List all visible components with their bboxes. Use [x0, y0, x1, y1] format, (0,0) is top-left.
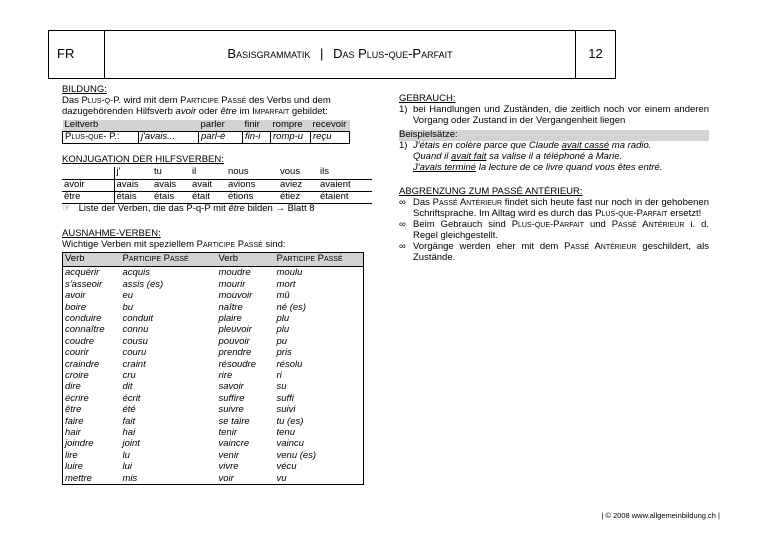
verb-row: [63, 427, 364, 438]
infinity-bullet-icon: ∞: [399, 197, 406, 209]
verb-row: [63, 461, 364, 472]
konjugation-row-avoir: avoir avais avais avait avions aviez avaient: [62, 179, 372, 191]
examples-list: 1) J'étais en colère parce que Claude avait cassé ma radio. Quand il avait fait sa valise il a téléphoné à Marie. J'avais terminé la lecture de ce livre quand vous êtes entré.: [399, 139, 663, 173]
verb-cell: vivre: [218, 461, 239, 473]
verb-cell: prendre: [218, 347, 252, 359]
konjugation-note: ☞ Liste der Verben, die das P-q-P mit être bilden → Blatt 8: [62, 202, 315, 214]
example-1: J'étais en colère parce que Claude avait cassé ma radio.: [413, 139, 652, 151]
participe-cell: hai: [122, 427, 136, 439]
infinity-bullet-icon: ∞: [399, 219, 406, 231]
verb-cell: moudre: [218, 267, 251, 279]
participe-cell: mort: [276, 278, 296, 290]
bildung-text: Das Plus-q-P. wird mit dem Participe Passé des Verbs und dem dazugehörenden Hilfsverb avoir oder être im Imparfait gebildet:: [62, 94, 331, 117]
verb-row: [63, 302, 364, 313]
verb-cell: écrire: [65, 392, 89, 404]
exception-verbs-table: [62, 252, 364, 485]
bildung-table-row: Plus-que- P.: j'avais... parl-é fin-i romp-u reçu: [63, 132, 350, 144]
konjugation-table: [62, 167, 372, 204]
verb-cell: pouvoir: [218, 335, 250, 347]
bildung-table-header: Leitverb parler finir rompre recevoir: [63, 120, 350, 132]
verb-cell: croire: [65, 370, 89, 382]
verb-cell: voir: [218, 472, 234, 484]
page-title: Basisgrammatik | Das Plus-que-Parfait: [227, 46, 453, 61]
arrow-right-icon: →: [275, 202, 285, 214]
participe-cell: bu: [122, 301, 134, 313]
verb-row: [63, 290, 364, 301]
verb-cell: hair: [65, 427, 81, 439]
verb-cell: lire: [65, 449, 78, 461]
verb-cell: vaincre: [218, 438, 250, 450]
ausnahme-intro: Wichtige Verben mit speziellem Participe Passé sind:: [62, 238, 286, 250]
verb-row: [63, 336, 364, 347]
participe-cell: vaincu: [276, 438, 304, 450]
verbs-header-row: Verb Participe Passé Verb Participe Passé: [63, 253, 364, 267]
konjugation-header: j' tu il nous vous ils: [62, 167, 372, 179]
participe-cell: suffi: [276, 392, 294, 404]
verb-row: [63, 416, 364, 427]
right-column: [399, 94, 709, 264]
participe-cell: vu: [276, 472, 287, 484]
participe-cell: venu (es): [276, 449, 317, 461]
verb-row: [63, 267, 364, 279]
example-2: Quand il avait fait sa valise il a téléphoné à Marie.: [413, 150, 623, 162]
verb-cell: acquérir: [65, 267, 100, 279]
participe-cell: eu: [122, 290, 134, 302]
abgrenzung-item-1: ∞ Das Passé Antérieur findet sich heute fast nur noch in der gehobenen Schriftsprache. Im Alltag wird es durch das Plus-que-Parfait ersetzt!: [399, 197, 709, 220]
verb-row: [63, 347, 364, 358]
verb-cell: conduire: [65, 313, 102, 324]
verb-cell: faire: [65, 415, 84, 427]
participe-cell: lu: [122, 449, 130, 461]
participe-cell: tenu: [276, 427, 295, 439]
gebrauch-heading: GEBRAUCH:: [399, 93, 456, 104]
verb-row: [63, 473, 364, 485]
participe-cell: mis: [122, 472, 138, 484]
participe-cell: été: [122, 404, 136, 416]
participe-cell: mû: [276, 290, 290, 302]
verb-cell: pleuvoir: [218, 324, 252, 336]
left-column: [62, 85, 368, 485]
pointing-hand-icon: ☞: [62, 202, 71, 214]
bildung-table: [62, 120, 350, 145]
page-header: [48, 30, 616, 79]
verb-cell: connaître: [65, 324, 105, 336]
verb-row: [63, 438, 364, 449]
verb-cell: mouvoir: [218, 290, 253, 302]
verb-cell: coudre: [65, 335, 95, 347]
participe-cell: craint: [122, 358, 146, 370]
verb-cell: se taire: [218, 415, 250, 427]
verb-cell: craindre: [65, 358, 100, 370]
verb-cell: être: [65, 404, 82, 416]
verb-cell: mettre: [65, 472, 92, 484]
participe-cell: couru: [122, 347, 147, 359]
participe-cell: écrit: [122, 392, 141, 404]
participe-cell: assis (es): [122, 278, 164, 290]
participe-cell: su: [276, 381, 287, 393]
infinity-bullet-icon: ∞: [399, 241, 406, 253]
verb-row: [63, 381, 364, 392]
participe-cell: fait: [122, 415, 136, 427]
participe-cell: connu: [122, 324, 149, 336]
participe-cell: lui: [122, 461, 133, 473]
verb-row: [63, 370, 364, 381]
abgrenzung-item-2: ∞ Beim Gebrauch sind Plus-que-Parfait und Passé Antérieur i. d. Regel gleichgestellt.: [399, 219, 709, 242]
abgrenzung-item-3: ∞ Vorgänge werden eher mit dem Passé Antérieur geschildert, als Zustände.: [399, 241, 709, 263]
participe-cell: plu: [276, 313, 290, 324]
verb-cell: naître: [218, 301, 243, 313]
participe-cell: cousu: [122, 335, 148, 347]
participe-cell: acquis: [122, 267, 150, 279]
participe-cell: tu (es): [276, 415, 304, 427]
examples-label: Beispielsätze:: [399, 130, 709, 141]
language-label: FR: [49, 31, 105, 78]
participe-cell: suivi: [276, 404, 296, 416]
verb-cell: boire: [65, 301, 87, 313]
participe-cell: moulu: [276, 267, 303, 279]
verb-cell: dire: [65, 381, 81, 393]
verb-row: [63, 324, 364, 335]
verb-cell: rire: [218, 370, 233, 382]
participe-cell: né (es): [276, 301, 307, 313]
verb-cell: suffire: [218, 392, 245, 404]
participe-cell: ri: [276, 370, 282, 382]
participe-cell: vécu: [276, 461, 297, 473]
participe-cell: pu: [276, 335, 288, 347]
verb-cell: luire: [65, 461, 83, 473]
verb-row: [63, 450, 364, 461]
gebrauch-item: 1) bei Handlungen und Zuständen, die zeitlich noch vor einem anderen Vorgang oder Zustand in der Vergangenheit liegen: [399, 103, 709, 126]
verb-cell: courir: [65, 347, 89, 359]
verb-row: [63, 359, 364, 370]
verb-row: [63, 279, 364, 290]
participe-cell: résolu: [276, 358, 303, 370]
konjugation-row-etre: être étais étais était étions étiez étaient: [62, 191, 372, 203]
verb-cell: s'asseoir: [65, 278, 103, 290]
participe-cell: pris: [276, 347, 292, 359]
participe-cell: plu: [276, 324, 290, 336]
verb-cell: avoir: [65, 290, 86, 302]
verb-row: [63, 404, 364, 415]
verb-cell: savoir: [218, 381, 244, 393]
konjugation-heading: KONJUGATION DER HILFSVERBEN:: [62, 154, 224, 166]
verb-cell: plaire: [218, 313, 242, 324]
participe-cell: cru: [122, 370, 136, 382]
page-number: 12: [575, 31, 615, 78]
participe-cell: dit: [122, 381, 133, 393]
abgrenzung-heading: ABGRENZUNG ZUM PASSÉ ANTÉRIEUR:: [399, 186, 583, 198]
verb-cell: mourir: [218, 278, 246, 290]
verb-row: [63, 393, 364, 404]
verb-cell: suivre: [218, 404, 244, 416]
verb-cell: résoudre: [218, 358, 256, 370]
example-3: J'avais terminé la lecture de ce livre quand vous êtes entré.: [413, 161, 663, 173]
verb-cell: tenir: [218, 427, 237, 439]
bildung-heading: BILDUNG:: [62, 84, 107, 95]
participe-cell: joint: [122, 438, 140, 450]
ausnahme-heading: AUSNAHME-VERBEN:: [62, 227, 161, 239]
verb-cell: joindre: [65, 438, 94, 450]
verb-row: [63, 313, 364, 324]
verb-cell: venir: [218, 449, 240, 461]
participe-cell: conduit: [122, 313, 154, 324]
footer-copyright: | © 2008 www.allgemeinbildung.ch |: [601, 511, 720, 520]
